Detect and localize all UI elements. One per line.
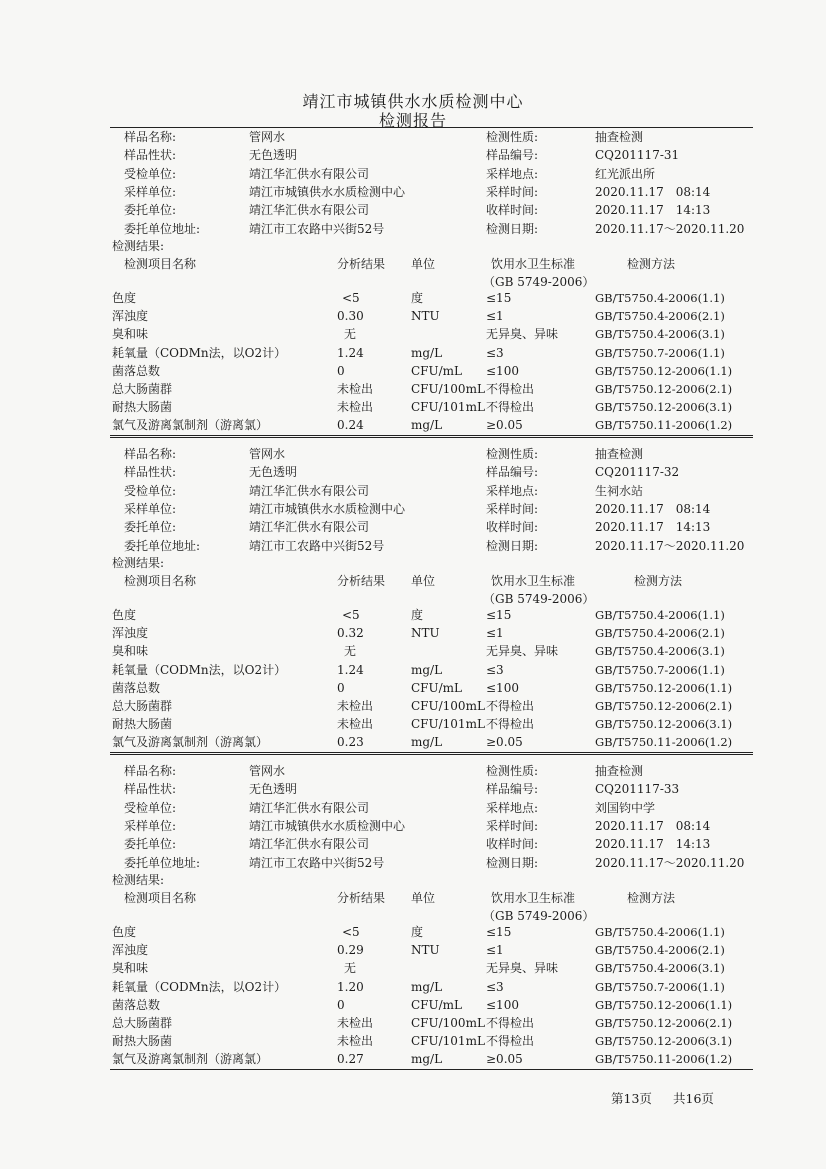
result-item-name: 浑浊度 xyxy=(112,626,149,640)
result-value: 0.32 xyxy=(337,626,364,640)
result-standard: ≤15 xyxy=(486,925,512,939)
result-method: GB/T5750.12-2006(2.1) xyxy=(595,1016,733,1030)
result-item-name: 总大肠菌群 xyxy=(112,382,173,396)
section-divider xyxy=(110,435,753,438)
label-sample-name: 样品名称: xyxy=(124,130,177,144)
result-method: GB/T5750.11-2006(1.2) xyxy=(595,735,733,749)
label-entrust-address: 委托单位地址: xyxy=(124,221,201,236)
result-unit: mg/L xyxy=(411,980,443,994)
result-unit: CFU/mL xyxy=(411,364,463,378)
label-sample-name: 样品名称: xyxy=(124,764,177,778)
result-value: 0.27 xyxy=(337,1052,364,1066)
result-standard: ≤1 xyxy=(486,626,504,640)
label-sampling-site: 采样地点: xyxy=(486,483,539,498)
label-sampling-site: 采样地点: xyxy=(486,800,539,815)
result-value: 0.29 xyxy=(337,943,364,957)
label-sample-state: 样品性状: xyxy=(124,148,177,163)
result-unit: NTU xyxy=(411,943,440,957)
result-method: GB/T5750.12-2006(3.1) xyxy=(595,1034,733,1048)
column-header-item: 检测项目名称 xyxy=(124,891,197,905)
result-item-name: 总大肠菌群 xyxy=(112,1016,173,1030)
value-sampling-site: 生祠水站 xyxy=(595,483,644,498)
header-rule xyxy=(110,127,753,128)
result-method: GB/T5750.12-2006(1.1) xyxy=(595,681,733,695)
result-method: GB/T5750.4-2006(2.1) xyxy=(595,626,725,640)
result-unit: mg/L xyxy=(411,346,443,360)
result-value: 未检出 xyxy=(337,1034,374,1048)
result-standard: ≥0.05 xyxy=(486,418,523,432)
result-item-name: 耐热大肠菌 xyxy=(112,1034,173,1048)
label-test-date: 检测日期: xyxy=(486,221,539,236)
column-header-method: 检测方法 xyxy=(627,257,676,271)
column-header-standard: 饮用水卫生标准 xyxy=(491,891,576,905)
result-item-name: 氯气及游离氯制剂（游离氯） xyxy=(112,1052,269,1066)
column-header-standard: 饮用水卫生标准 xyxy=(491,574,576,588)
result-unit: NTU xyxy=(411,626,440,640)
result-method: GB/T5750.12-2006(2.1) xyxy=(595,382,733,396)
results-label: 检测结果: xyxy=(112,239,165,253)
result-method: GB/T5750.4-2006(2.1) xyxy=(595,309,725,323)
column-header-result: 分析结果 xyxy=(337,257,386,271)
result-standard: ≥0.05 xyxy=(486,1052,523,1066)
value-test-nature: 抽查检测 xyxy=(595,447,644,461)
result-value: 0 xyxy=(337,998,345,1012)
result-method: GB/T5750.12-2006(3.1) xyxy=(595,717,733,731)
value-sampling-unit: 靖江市城镇供水水质检测中心 xyxy=(249,501,406,516)
result-item-name: 耗氧量（CODMn法，以O2计） xyxy=(112,346,287,360)
value-receive-time: 2020.11.17 14:13 xyxy=(595,837,711,852)
column-header-result: 分析结果 xyxy=(337,891,386,905)
result-standard: ≤1 xyxy=(486,943,504,957)
result-value: 未检出 xyxy=(337,382,374,396)
result-unit: CFU/101mL xyxy=(411,1034,485,1048)
result-method: GB/T5750.11-2006(1.2) xyxy=(595,1052,733,1066)
result-method: GB/T5750.7-2006(1.1) xyxy=(595,663,725,677)
result-value: 1.24 xyxy=(337,346,364,360)
label-inspected-unit: 受检单位: xyxy=(124,483,177,498)
column-header-unit: 单位 xyxy=(411,574,436,588)
result-item-name: 臭和味 xyxy=(112,327,149,341)
results-label: 检测结果: xyxy=(112,556,165,570)
label-entrust-address: 委托单位地址: xyxy=(124,538,201,553)
result-unit: CFU/mL xyxy=(411,998,463,1012)
value-sampling-time: 2020.11.17 08:14 xyxy=(595,184,711,199)
label-sampling-time: 采样时间: xyxy=(486,818,539,833)
section-divider xyxy=(110,752,753,755)
result-value: 0.23 xyxy=(337,735,364,749)
label-test-nature: 检测性质: xyxy=(486,130,539,144)
result-value: 0.24 xyxy=(337,418,364,432)
column-header-standard: 饮用水卫生标准 xyxy=(491,257,576,271)
result-value: 未检出 xyxy=(337,1016,374,1030)
result-item-name: 色度 xyxy=(112,291,137,305)
result-method: GB/T5750.12-2006(1.1) xyxy=(595,364,733,378)
label-entrust-unit: 委托单位: xyxy=(124,837,177,852)
result-standard: 无异臭、异味 xyxy=(486,961,559,975)
label-test-nature: 检测性质: xyxy=(486,447,539,461)
result-value: 0 xyxy=(337,681,345,695)
result-standard: 不得检出 xyxy=(486,1016,535,1030)
result-standard: ≤100 xyxy=(486,681,519,695)
result-unit: CFU/100mL xyxy=(411,382,485,396)
value-test-date: 2020.11.17～2020.11.20 xyxy=(595,221,745,236)
result-value: 未检出 xyxy=(337,699,374,713)
result-unit: CFU/101mL xyxy=(411,717,485,731)
result-value: 未检出 xyxy=(337,400,374,414)
result-item-name: 浑浊度 xyxy=(112,943,149,957)
value-inspected-unit: 靖江华汇供水有限公司 xyxy=(249,166,370,181)
result-item-name: 臭和味 xyxy=(112,644,149,658)
label-entrust-unit: 委托单位: xyxy=(124,203,177,218)
result-unit: 度 xyxy=(411,608,424,622)
value-entrust-unit: 靖江华汇供水有限公司 xyxy=(249,837,370,852)
value-entrust-unit: 靖江华汇供水有限公司 xyxy=(249,203,370,218)
result-value: 无 xyxy=(344,644,357,658)
result-method: GB/T5750.4-2006(1.1) xyxy=(595,608,725,622)
result-item-name: 氯气及游离氯制剂（游离氯） xyxy=(112,735,269,749)
result-value: 未检出 xyxy=(337,717,374,731)
column-header-unit: 单位 xyxy=(411,257,436,271)
result-value: 0 xyxy=(337,364,345,378)
result-unit: NTU xyxy=(411,309,440,323)
result-standard: 无异臭、异味 xyxy=(486,644,559,658)
result-item-name: 菌落总数 xyxy=(112,681,161,695)
label-sampling-time: 采样时间: xyxy=(486,501,539,516)
result-standard: ≤3 xyxy=(486,980,504,994)
result-method: GB/T5750.12-2006(2.1) xyxy=(595,699,733,713)
value-sample-name: 管网水 xyxy=(249,764,286,778)
result-item-name: 色度 xyxy=(112,925,137,939)
result-standard: 不得检出 xyxy=(486,1034,535,1048)
result-unit: CFU/100mL xyxy=(411,1016,485,1030)
result-method: GB/T5750.4-2006(3.1) xyxy=(595,327,725,341)
page-total: 共16页 xyxy=(673,1091,714,1106)
label-receive-time: 收样时间: xyxy=(486,203,539,218)
value-inspected-unit: 靖江华汇供水有限公司 xyxy=(249,483,370,498)
value-sampling-time: 2020.11.17 08:14 xyxy=(595,501,711,516)
result-value: 无 xyxy=(344,961,357,975)
result-standard: ≤1 xyxy=(486,309,504,323)
result-unit: 度 xyxy=(411,925,424,939)
result-method: GB/T5750.4-2006(3.1) xyxy=(595,961,725,975)
result-item-name: 菌落总数 xyxy=(112,364,161,378)
label-test-date: 检测日期: xyxy=(486,538,539,553)
result-unit: mg/L xyxy=(411,1052,443,1066)
result-item-name: 耗氧量（CODMn法，以O2计） xyxy=(112,663,287,677)
result-standard: 不得检出 xyxy=(486,382,535,396)
column-header-item: 检测项目名称 xyxy=(124,574,197,588)
result-item-name: 耐热大肠菌 xyxy=(112,400,173,414)
value-sampling-unit: 靖江市城镇供水水质检测中心 xyxy=(249,184,406,199)
label-sample-no: 样品编号: xyxy=(486,782,539,797)
result-item-name: 耗氧量（CODMn法，以O2计） xyxy=(112,980,287,994)
result-value: 0.30 xyxy=(337,309,364,323)
value-entrust-address: 靖江市工农路中兴街52号 xyxy=(249,221,385,236)
value-sampling-time: 2020.11.17 08:14 xyxy=(595,818,711,833)
result-unit: mg/L xyxy=(411,735,443,749)
column-header-unit: 单位 xyxy=(411,891,436,905)
result-method: GB/T5750.4-2006(3.1) xyxy=(595,644,725,658)
label-entrust-unit: 委托单位: xyxy=(124,520,177,535)
value-entrust-address: 靖江市工农路中兴街52号 xyxy=(249,538,385,553)
result-standard: ≤100 xyxy=(486,364,519,378)
value-sample-no: CQ201117-31 xyxy=(595,148,680,163)
result-standard: ≥0.05 xyxy=(486,735,523,749)
page-number: 第13页 xyxy=(611,1091,652,1106)
value-sample-no: CQ201117-33 xyxy=(595,782,680,797)
column-header-method: 检测方法 xyxy=(627,891,676,905)
result-method: GB/T5750.4-2006(1.1) xyxy=(595,291,725,305)
result-standard: 不得检出 xyxy=(486,699,535,713)
label-receive-time: 收样时间: xyxy=(486,837,539,852)
value-receive-time: 2020.11.17 14:13 xyxy=(595,203,711,218)
result-standard: ≤3 xyxy=(486,663,504,677)
label-receive-time: 收样时间: xyxy=(486,520,539,535)
section-divider xyxy=(110,1069,753,1070)
label-sample-no: 样品编号: xyxy=(486,148,539,163)
result-standard: ≤15 xyxy=(486,291,512,305)
result-value: <5 xyxy=(342,608,360,622)
result-value: <5 xyxy=(342,925,360,939)
value-sampling-site: 红光派出所 xyxy=(595,166,656,181)
result-method: GB/T5750.11-2006(1.2) xyxy=(595,418,733,432)
result-item-name: 菌落总数 xyxy=(112,998,161,1012)
result-method: GB/T5750.12-2006(1.1) xyxy=(595,998,733,1012)
column-header-standard-ref: （GB 5749-2006） xyxy=(483,275,595,289)
value-sample-state: 无色透明 xyxy=(249,148,298,163)
report-header-title: 检测报告 xyxy=(378,111,447,130)
value-receive-time: 2020.11.17 14:13 xyxy=(595,520,711,535)
result-unit: CFU/mL xyxy=(411,681,463,695)
result-unit: mg/L xyxy=(411,418,443,432)
value-sampling-site: 刘国钧中学 xyxy=(595,800,656,815)
label-sample-state: 样品性状: xyxy=(124,782,177,797)
result-unit: 度 xyxy=(411,291,424,305)
column-header-result: 分析结果 xyxy=(337,574,386,588)
label-inspected-unit: 受检单位: xyxy=(124,166,177,181)
column-header-method: 检测方法 xyxy=(634,574,683,588)
result-item-name: 总大肠菌群 xyxy=(112,699,173,713)
result-item-name: 臭和味 xyxy=(112,961,149,975)
value-test-date: 2020.11.17～2020.11.20 xyxy=(595,855,745,870)
column-header-standard-ref: （GB 5749-2006） xyxy=(483,592,595,606)
result-unit: mg/L xyxy=(411,663,443,677)
result-unit: CFU/101mL xyxy=(411,400,485,414)
result-standard: ≤3 xyxy=(486,346,504,360)
result-standard: 不得检出 xyxy=(486,400,535,414)
label-test-date: 检测日期: xyxy=(486,855,539,870)
label-sample-state: 样品性状: xyxy=(124,465,177,480)
label-inspected-unit: 受检单位: xyxy=(124,800,177,815)
report-header-org: 靖江市城镇供水水质检测中心 xyxy=(302,92,524,111)
result-method: GB/T5750.4-2006(1.1) xyxy=(595,925,725,939)
label-sampling-unit: 采样单位: xyxy=(124,501,177,516)
results-label: 检测结果: xyxy=(112,873,165,887)
value-sample-name: 管网水 xyxy=(249,447,286,461)
value-entrust-unit: 靖江华汇供水有限公司 xyxy=(249,520,370,535)
result-standard: 无异臭、异味 xyxy=(486,327,559,341)
value-sample-state: 无色透明 xyxy=(249,465,298,480)
column-header-standard-ref: （GB 5749-2006） xyxy=(483,909,595,923)
value-entrust-address: 靖江市工农路中兴街52号 xyxy=(249,855,385,870)
result-value: <5 xyxy=(342,291,360,305)
label-test-nature: 检测性质: xyxy=(486,764,539,778)
value-sampling-unit: 靖江市城镇供水水质检测中心 xyxy=(249,818,406,833)
column-header-item: 检测项目名称 xyxy=(124,257,197,271)
result-standard: 不得检出 xyxy=(486,717,535,731)
result-standard: ≤15 xyxy=(486,608,512,622)
label-sampling-time: 采样时间: xyxy=(486,184,539,199)
label-sampling-site: 采样地点: xyxy=(486,166,539,181)
result-value: 1.20 xyxy=(337,980,364,994)
result-unit: CFU/100mL xyxy=(411,699,485,713)
result-value: 1.24 xyxy=(337,663,364,677)
label-sampling-unit: 采样单位: xyxy=(124,818,177,833)
result-method: GB/T5750.7-2006(1.1) xyxy=(595,980,725,994)
result-method: GB/T5750.4-2006(2.1) xyxy=(595,943,725,957)
value-sample-state: 无色透明 xyxy=(249,782,298,797)
value-sample-no: CQ201117-32 xyxy=(595,465,680,480)
value-test-date: 2020.11.17～2020.11.20 xyxy=(595,538,745,553)
value-test-nature: 抽查检测 xyxy=(595,764,644,778)
value-inspected-unit: 靖江华汇供水有限公司 xyxy=(249,800,370,815)
value-test-nature: 抽查检测 xyxy=(595,130,644,144)
result-method: GB/T5750.7-2006(1.1) xyxy=(595,346,725,360)
result-standard: ≤100 xyxy=(486,998,519,1012)
result-method: GB/T5750.12-2006(3.1) xyxy=(595,400,733,414)
label-sampling-unit: 采样单位: xyxy=(124,184,177,199)
result-item-name: 浑浊度 xyxy=(112,309,149,323)
result-item-name: 耐热大肠菌 xyxy=(112,717,173,731)
label-sample-no: 样品编号: xyxy=(486,465,539,480)
result-item-name: 色度 xyxy=(112,608,137,622)
label-entrust-address: 委托单位地址: xyxy=(124,855,201,870)
result-item-name: 氯气及游离氯制剂（游离氯） xyxy=(112,418,269,432)
value-sample-name: 管网水 xyxy=(249,130,286,144)
result-value: 无 xyxy=(344,327,357,341)
label-sample-name: 样品名称: xyxy=(124,447,177,461)
